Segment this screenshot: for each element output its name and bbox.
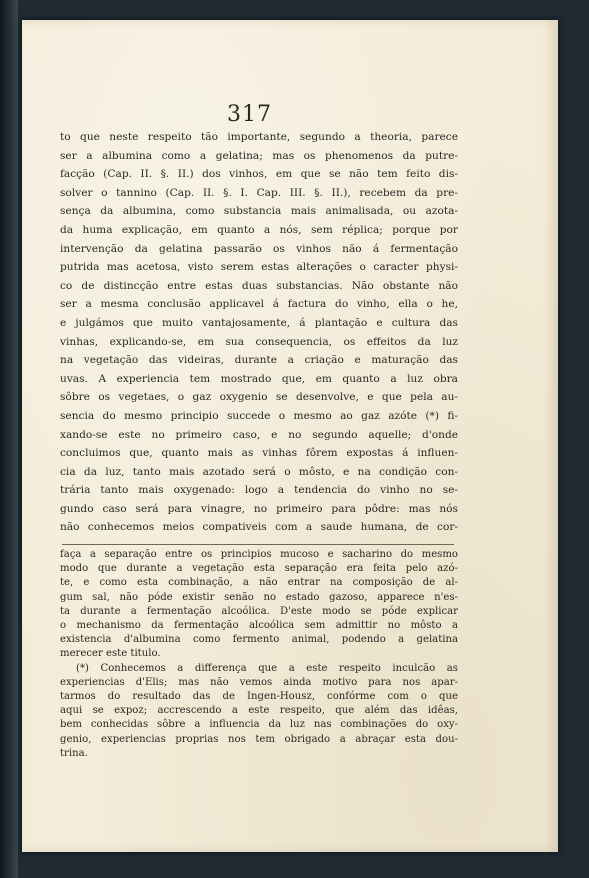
text-line: da huma explicação, em quanto a nós, sem réplica; porque por (60, 223, 458, 236)
text-line: ser a mesma conclusão applicavel á factura do vinho, ella o he, (60, 298, 458, 311)
text-line: gundo caso será para vinagre, no primeiro para pôdre: mas nós (60, 502, 458, 515)
text-line: e julgámos que muito vantajosamente, á plantação e cultura das (60, 316, 458, 329)
footnote-line: ta durante a fermentação alcoólica. D'este modo se póde explicar (60, 605, 458, 617)
footnote-line: aqui se expoz; accrescendo a este respeito, que além das idêas, (60, 705, 458, 717)
text-line: uvas. A experiencia tem mostrado que, em quanto a luz obra (60, 372, 458, 385)
footnote-line: faça a separação entre os principios mucoso e sacharino do mesmo (60, 549, 458, 560)
text-line: solver o tannino (Cap. II. §. I. Cap. III. §. II.), recebem da pre- (60, 186, 458, 199)
text-line: não conhecemos meios compativeis com a saude humana, de cor- (60, 521, 458, 534)
footnote-line: merecer este titulo. (60, 648, 161, 660)
footnote-line: bem conhecidas sôbre a influencia da luz nas combinações do oxy- (60, 719, 458, 731)
text-line: facção (Cap. II. §. II.) dos vinhos, em que se não tem feito dis- (60, 168, 458, 181)
scanner-background-edge (0, 0, 18, 878)
footnote-line: gum sal, não póde existir senão no estado gazoso, apparece n'es- (60, 591, 458, 603)
text-line: sença da albumina, como substancia mais animalisada, ou azota- (60, 205, 458, 218)
footnote-line: modo que durante a vegetação esta separação era feita pelo azó- (60, 563, 458, 575)
page-number: 317 (227, 102, 272, 127)
footnote-line: o mechanismo da fermentação alcoólica sem admittir no môsto a (60, 620, 458, 632)
footnote-line: (*) Conhecemos a differença que a este respeito inculcão as (76, 662, 458, 674)
text-line: cia da luz, tanto mais azotado será o môsto, e na condição con- (60, 465, 458, 478)
footnote-line: genio, experiencias proprias nos tem obrigado a abraçar esta dou- (60, 733, 458, 745)
book-page (22, 20, 558, 852)
footnote-line: trina. (60, 747, 88, 759)
footnote-block (60, 548, 458, 761)
footnote-divider (62, 544, 454, 545)
text-line: trária tanto mais oxygenado: logo a tendencia do vinho no se- (60, 484, 458, 497)
text-line: co de distincção entre estas duas substancias. Não obstante não (60, 279, 458, 292)
text-line: sencia do mesmo principio succede o mesmo ao gaz azóte (*) fi- (60, 409, 458, 422)
text-line: na vegetação das videiras, durante a criação e maturação das (60, 354, 458, 367)
footnote-line: experiencias d'Elis; mas não vemos ainda motivo para nos apar- (60, 676, 458, 688)
text-line: sôbre os vegetaes, o gaz oxygenio se desenvolve, e que pela au- (60, 391, 458, 404)
text-line: vinhas, explicando-se, em sua consequencia, os effeitos da luz (60, 335, 458, 348)
text-line: intervenção da gelatina passarão os vinhos não á fermentação (60, 242, 458, 255)
text-line: to que neste respeito tão importante, segundo a theoria, parece (60, 131, 458, 143)
footnote-line: te, e como esta combinação, a não entrar na composição de al- (60, 577, 458, 589)
text-line: concluimos que, quanto mais as vinhas fôrem expostas á influen- (60, 447, 458, 460)
text-line: ser a albumina como a gelatina; mas os phenomenos da putre- (60, 149, 458, 162)
main-text-block (60, 128, 458, 537)
footnote-line: tarmos do resultado das de Ingen-Housz, confórme com o que (60, 691, 458, 703)
footnote-line: existencia d'albumina como fermento animal, podendo a gelatina (60, 634, 458, 646)
text-line: xando-se este no primeiro caso, e no segundo aquelle; d'onde (60, 428, 458, 441)
text-line: putrida mas acetosa, visto serem estas alterações o caracter physi- (60, 261, 458, 274)
